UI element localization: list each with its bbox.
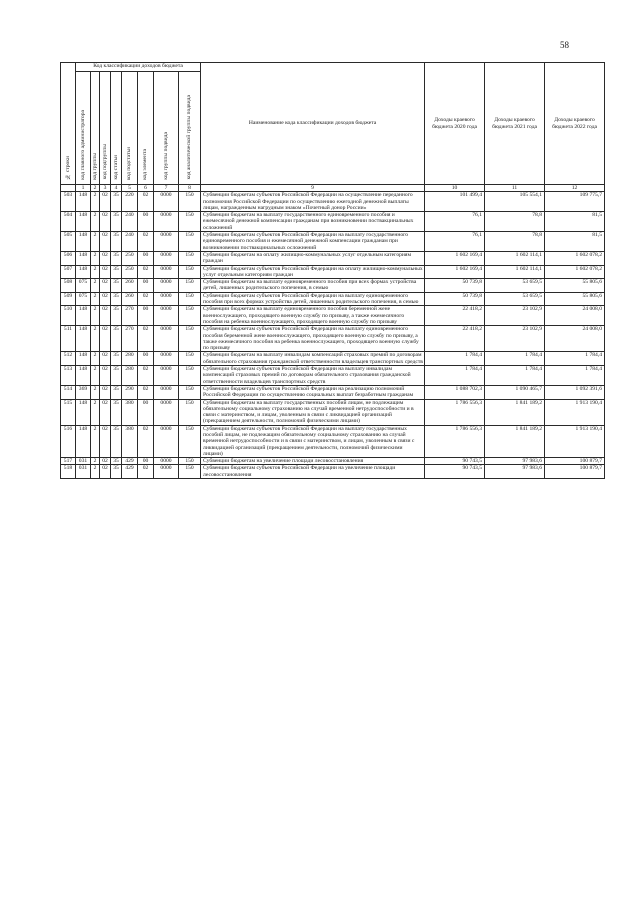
amount-2022: 1 913 190,4 — [545, 425, 605, 457]
revenue-name: Субвенции бюджетам субъектов Российской Федерации на выплату инвалидам компенсаций страховых премий по договорам обязательного страхования гражданской ответственности владельцев транспортных средств — [201, 366, 425, 386]
amount-2021: 1 602 114,1 — [485, 265, 545, 279]
group-code: 2 — [91, 465, 100, 479]
admin-code: 148 — [76, 399, 91, 425]
subtype-group-code: 0000 — [154, 465, 179, 479]
subgroup-code: 02 — [100, 251, 111, 265]
admin-code: 148 — [76, 251, 91, 265]
subtype-group-code: 0000 — [154, 279, 179, 293]
element-code: 00 — [138, 306, 154, 326]
article-code: 35 — [111, 465, 122, 479]
subarticle-code: 380 — [122, 399, 138, 425]
column-number: 12 — [545, 185, 605, 192]
analytic-group-code: 150 — [179, 192, 201, 212]
row-number: 511 — [61, 326, 76, 352]
article-code: 35 — [111, 326, 122, 352]
revenue-name: Субвенции бюджетам субъектов Российской Федерации на выплату единовременного пособия при всех формах устройства детей, лишенных родительского попечения, в семью — [201, 292, 425, 306]
table-row — [61, 292, 605, 306]
amount-2022: 1 092 391,6 — [545, 385, 605, 399]
amount-2022: 1 784,4 — [545, 352, 605, 366]
group-code: 2 — [91, 458, 100, 465]
admin-code: 075 — [76, 279, 91, 293]
admin-code: 148 — [76, 366, 91, 386]
subarticle-code: 429 — [122, 465, 138, 479]
subgroup-code: 02 — [100, 212, 111, 232]
subtype-group-code: 0000 — [154, 352, 179, 366]
column-number: 4 — [111, 185, 122, 192]
header-analytic-group-code: код аналитической группы подвида — [179, 72, 201, 185]
row-number: 505 — [61, 232, 76, 252]
subtype-group-code: 0000 — [154, 292, 179, 306]
group-code: 2 — [91, 212, 100, 232]
subgroup-code: 02 — [100, 366, 111, 386]
admin-code: 369 — [76, 385, 91, 399]
amount-2021: 53 659,5 — [485, 292, 545, 306]
subarticle-code: 240 — [122, 212, 138, 232]
element-code: 00 — [138, 352, 154, 366]
element-code: 02 — [138, 265, 154, 279]
element-code: 00 — [138, 212, 154, 232]
column-number: 6 — [138, 185, 154, 192]
group-code: 2 — [91, 265, 100, 279]
amount-2021: 23 102,9 — [485, 306, 545, 326]
analytic-group-code: 150 — [179, 399, 201, 425]
subtype-group-code: 0000 — [154, 385, 179, 399]
revenue-name: Субвенции бюджетам на оплату жилищно-коммунальных услуг отдельным категориям граждан — [201, 251, 425, 265]
revenue-name: Субвенции бюджетам на выплату инвалидам компенсаций страховых премий по договорам обязательного страхования гражданской ответственности владельцев транспортных средств — [201, 352, 425, 366]
element-code: 02 — [138, 326, 154, 352]
group-code: 2 — [91, 192, 100, 212]
amount-2021: 97 983,6 — [485, 465, 545, 479]
group-code: 2 — [91, 326, 100, 352]
admin-code: 148 — [76, 326, 91, 352]
subarticle-code: 260 — [122, 292, 138, 306]
analytic-group-code: 150 — [179, 366, 201, 386]
table-row — [61, 458, 605, 465]
article-code: 35 — [111, 425, 122, 457]
table-row — [61, 251, 605, 265]
group-code: 2 — [91, 251, 100, 265]
table-row — [61, 465, 605, 479]
table-row — [61, 352, 605, 366]
amount-2021: 1 602 114,1 — [485, 251, 545, 265]
column-number: 1 — [76, 185, 91, 192]
row-number: 518 — [61, 465, 76, 479]
analytic-group-code: 150 — [179, 458, 201, 465]
analytic-group-code: 150 — [179, 425, 201, 457]
amount-2020: 1 786 556,3 — [425, 425, 485, 457]
article-code: 35 — [111, 279, 122, 293]
analytic-group-code: 150 — [179, 279, 201, 293]
amount-2022: 100 879,7 — [545, 458, 605, 465]
group-code: 2 — [91, 425, 100, 457]
subtype-group-code: 0000 — [154, 251, 179, 265]
amount-2020: 1 784,4 — [425, 366, 485, 386]
revenue-name: Субвенции бюджетам субъектов Российской Федерации на выплату единовременного пособия беременной жене военнослужащего, проходящего военную службу по призыву, а также ежемесячного пособия на ребенка военнослужащего, проходящего военную службу по призыву — [201, 326, 425, 352]
row-number: 509 — [61, 292, 76, 306]
header-article-code: код статьи — [111, 72, 122, 185]
article-code: 35 — [111, 265, 122, 279]
column-number: 8 — [179, 185, 201, 192]
subgroup-code: 02 — [100, 465, 111, 479]
group-code: 2 — [91, 385, 100, 399]
row-number: 514 — [61, 385, 76, 399]
article-code: 35 — [111, 399, 122, 425]
column-number: 3 — [100, 185, 111, 192]
amount-2022: 1 913 190,4 — [545, 399, 605, 425]
table-row — [61, 306, 605, 326]
group-code: 2 — [91, 279, 100, 293]
revenue-name: Субвенции бюджетам на выплату единовременного пособия беременной жене военнослужащего, проходящего военную службу по призыву, а также ежемесячного пособия на ребенка военнослужащего, проходящего военную службу по призыву — [201, 306, 425, 326]
column-number: 7 — [154, 185, 179, 192]
subtype-group-code: 0000 — [154, 212, 179, 232]
group-code: 2 — [91, 366, 100, 386]
subarticle-code: 380 — [122, 425, 138, 457]
amount-2022: 24 008,0 — [545, 326, 605, 352]
subgroup-code: 02 — [100, 425, 111, 457]
amount-2020: 22 418,2 — [425, 326, 485, 352]
revenue-name: Субвенции бюджетам на увеличение площади лесовосстановления — [201, 458, 425, 465]
subarticle-code: 270 — [122, 306, 138, 326]
subtype-group-code: 0000 — [154, 232, 179, 252]
revenue-name: Субвенции бюджетам на выплату государственного единовременного пособия и ежемесячной денежной компенсации гражданам при возникновении поствакцинальных осложнений — [201, 212, 425, 232]
subtype-group-code: 0000 — [154, 192, 179, 212]
amount-2022: 55 805,6 — [545, 292, 605, 306]
subgroup-code: 02 — [100, 399, 111, 425]
analytic-group-code: 150 — [179, 326, 201, 352]
column-number: 9 — [201, 185, 425, 192]
group-code: 2 — [91, 306, 100, 326]
element-code: 00 — [138, 279, 154, 293]
subgroup-code: 02 — [100, 326, 111, 352]
header-2022: Доходы краевого бюджета 2022 года — [545, 63, 605, 185]
header-element-code: код элемента — [138, 72, 154, 185]
subgroup-code: 02 — [100, 279, 111, 293]
admin-code: 075 — [76, 292, 91, 306]
table-row — [61, 425, 605, 457]
row-number: 507 — [61, 265, 76, 279]
amount-2022: 1 602 078,2 — [545, 265, 605, 279]
amount-2020: 101 499,4 — [425, 192, 485, 212]
subarticle-code: 429 — [122, 458, 138, 465]
admin-code: 148 — [76, 352, 91, 366]
row-number: 510 — [61, 306, 76, 326]
subgroup-code: 02 — [100, 192, 111, 212]
subtype-group-code: 0000 — [154, 306, 179, 326]
amount-2020: 22 418,2 — [425, 306, 485, 326]
subarticle-code: 280 — [122, 366, 138, 386]
subgroup-code: 02 — [100, 352, 111, 366]
element-code: 02 — [138, 425, 154, 457]
row-number: 508 — [61, 279, 76, 293]
subtype-group-code: 0000 — [154, 265, 179, 279]
subgroup-code: 02 — [100, 265, 111, 279]
element-code: 00 — [138, 251, 154, 265]
subarticle-code: 240 — [122, 232, 138, 252]
table-row — [61, 265, 605, 279]
header-subtype-group-code: код группы подвида — [154, 72, 179, 185]
table-row — [61, 192, 605, 212]
group-code: 2 — [91, 232, 100, 252]
header-2020: Доходы краевого бюджета 2020 года — [425, 63, 485, 185]
amount-2022: 1 784,4 — [545, 366, 605, 386]
element-code: 02 — [138, 292, 154, 306]
row-number: 515 — [61, 399, 76, 425]
amount-2021: 53 659,5 — [485, 279, 545, 293]
analytic-group-code: 150 — [179, 251, 201, 265]
subarticle-code: 220 — [122, 192, 138, 212]
column-number — [61, 185, 76, 192]
analytic-group-code: 150 — [179, 232, 201, 252]
element-code: 02 — [138, 366, 154, 386]
admin-code: 148 — [76, 212, 91, 232]
amount-2020: 1 088 702,3 — [425, 385, 485, 399]
element-code: 02 — [138, 385, 154, 399]
amount-2022: 55 805,6 — [545, 279, 605, 293]
row-number: 517 — [61, 458, 76, 465]
revenue-name: Субвенции бюджетам на выплату единовременного пособия при всех формах устройства детей, лишенных родительского попечения, в семью — [201, 279, 425, 293]
column-number: 11 — [485, 185, 545, 192]
amount-2020: 76,1 — [425, 212, 485, 232]
table-row — [61, 212, 605, 232]
subtype-group-code: 0000 — [154, 399, 179, 425]
article-code: 35 — [111, 366, 122, 386]
header-code-group: Код классификации доходов бюджета — [76, 63, 201, 72]
subgroup-code: 02 — [100, 292, 111, 306]
analytic-group-code: 150 — [179, 385, 201, 399]
column-number: 5 — [122, 185, 138, 192]
row-number: 504 — [61, 212, 76, 232]
page-number: 58 — [560, 40, 569, 50]
amount-2020: 1 786 556,3 — [425, 399, 485, 425]
row-number: 512 — [61, 352, 76, 366]
admin-code: 148 — [76, 192, 91, 212]
element-code: 02 — [138, 465, 154, 479]
amount-2021: 78,8 — [485, 212, 545, 232]
amount-2020: 50 739,8 — [425, 279, 485, 293]
header-name: Наименование кода классификации доходов бюджета — [201, 63, 425, 185]
amount-2021: 105 554,1 — [485, 192, 545, 212]
amount-2022: 1 602 078,2 — [545, 251, 605, 265]
element-code: 00 — [138, 458, 154, 465]
amount-2020: 90 743,5 — [425, 458, 485, 465]
article-code: 35 — [111, 458, 122, 465]
subarticle-code: 290 — [122, 385, 138, 399]
table-row — [61, 366, 605, 386]
header-admin-code: код главного администратора — [76, 72, 91, 185]
revenue-name: Субвенции бюджетам субъектов Российской Федерации на выплату государственных пособий лицам, не подлежащим обязательному социальному страхованию на случай временной нетрудоспособности и в связи с материнством, и лицам, уволенным в связи с ликвидацией организаций (прекращением деятельности, полномочий физическими лицами) — [201, 425, 425, 457]
subarticle-code: 260 — [122, 279, 138, 293]
amount-2021: 1 784,4 — [485, 366, 545, 386]
element-code: 02 — [138, 232, 154, 252]
table-row — [61, 399, 605, 425]
table-header — [61, 63, 605, 192]
subarticle-code: 250 — [122, 265, 138, 279]
analytic-group-code: 150 — [179, 212, 201, 232]
header-2021: Доходы краевого бюджета 2021 года — [485, 63, 545, 185]
amount-2021: 23 102,9 — [485, 326, 545, 352]
article-code: 35 — [111, 192, 122, 212]
subgroup-code: 02 — [100, 306, 111, 326]
analytic-group-code: 150 — [179, 265, 201, 279]
analytic-group-code: 150 — [179, 465, 201, 479]
subarticle-code: 250 — [122, 251, 138, 265]
admin-code: 031 — [76, 458, 91, 465]
column-number: 2 — [91, 185, 100, 192]
analytic-group-code: 150 — [179, 292, 201, 306]
analytic-group-code: 150 — [179, 352, 201, 366]
admin-code: 148 — [76, 232, 91, 252]
admin-code: 148 — [76, 306, 91, 326]
table-row — [61, 326, 605, 352]
amount-2020: 50 739,8 — [425, 292, 485, 306]
header-subgroup-code: код подгруппы — [100, 72, 111, 185]
subarticle-code: 270 — [122, 326, 138, 352]
amount-2021: 78,8 — [485, 232, 545, 252]
column-number: 10 — [425, 185, 485, 192]
row-number: 513 — [61, 366, 76, 386]
subtype-group-code: 0000 — [154, 425, 179, 457]
header-subarticle-code: код подстатьи — [122, 72, 138, 185]
table-row — [61, 385, 605, 399]
revenue-name: Субвенции бюджетам субъектов Российской Федерации на выплату государственного единовременного пособия и ежемесячной денежной компенсации гражданам при возникновении поствакцинальных осложнений — [201, 232, 425, 252]
amount-2021: 1 090 465,7 — [485, 385, 545, 399]
amount-2020: 1 602 169,4 — [425, 251, 485, 265]
amount-2022: 109 775,7 — [545, 192, 605, 212]
article-code: 35 — [111, 251, 122, 265]
amount-2022: 81,5 — [545, 212, 605, 232]
group-code: 2 — [91, 399, 100, 425]
analytic-group-code: 150 — [179, 306, 201, 326]
revenue-name: Субвенции бюджетам субъектов Российской Федерации на осуществление переданного полномочия Российской Федерации по осуществлению ежегодной денежной выплаты лицам, награжденным нагрудным знаком «Почетный донор России» — [201, 192, 425, 212]
row-number: 503 — [61, 192, 76, 212]
subtype-group-code: 0000 — [154, 458, 179, 465]
amount-2021: 1 841 189,2 — [485, 425, 545, 457]
header-group-code: код группы — [91, 72, 100, 185]
article-code: 35 — [111, 212, 122, 232]
revenue-name: Субвенции бюджетам субъектов Российской Федерации на реализацию полномочий Российской Федерации по осуществлению социальных выплат безработным гражданам — [201, 385, 425, 399]
amount-2022: 24 008,0 — [545, 306, 605, 326]
revenue-name: Субвенции бюджетам на выплату государственных пособий лицам, не подлежащим обязательному социальному страхованию на случай временной нетрудоспособности и в связи с материнством, и лицам, уволенным в связи с ликвидацией организаций (прекращением деятельности, полномочий физическими лицами) — [201, 399, 425, 425]
subtype-group-code: 0000 — [154, 326, 179, 352]
admin-code: 148 — [76, 425, 91, 457]
element-code: 02 — [138, 192, 154, 212]
subarticle-code: 280 — [122, 352, 138, 366]
revenue-table — [60, 62, 605, 479]
subgroup-code: 02 — [100, 458, 111, 465]
column-number-row — [61, 185, 605, 192]
amount-2021: 97 983,6 — [485, 458, 545, 465]
element-code: 00 — [138, 399, 154, 425]
table-row — [61, 279, 605, 293]
group-code: 2 — [91, 292, 100, 306]
group-code: 2 — [91, 352, 100, 366]
article-code: 35 — [111, 232, 122, 252]
amount-2022: 100 879,7 — [545, 465, 605, 479]
amount-2022: 81,5 — [545, 232, 605, 252]
amount-2020: 90 743,5 — [425, 465, 485, 479]
article-code: 35 — [111, 385, 122, 399]
amount-2020: 1 602 169,4 — [425, 265, 485, 279]
amount-2020: 1 784,4 — [425, 352, 485, 366]
subtype-group-code: 0000 — [154, 366, 179, 386]
row-number: 506 — [61, 251, 76, 265]
admin-code: 148 — [76, 265, 91, 279]
table-body — [61, 192, 605, 479]
article-code: 35 — [111, 352, 122, 366]
row-number: 516 — [61, 425, 76, 457]
subgroup-code: 02 — [100, 385, 111, 399]
table-row — [61, 232, 605, 252]
article-code: 35 — [111, 306, 122, 326]
header-row-number: № строки — [61, 63, 76, 185]
amount-2021: 1 841 189,2 — [485, 399, 545, 425]
revenue-name: Субвенции бюджетам субъектов Российской Федерации на оплату жилищно-коммунальных услуг отдельным категориям граждан — [201, 265, 425, 279]
article-code: 35 — [111, 292, 122, 306]
admin-code: 031 — [76, 465, 91, 479]
revenue-name: Субвенции бюджетам субъектов Российской Федерации на увеличение площади лесовосстановления — [201, 465, 425, 479]
subgroup-code: 02 — [100, 232, 111, 252]
amount-2020: 76,1 — [425, 232, 485, 252]
amount-2021: 1 784,4 — [485, 352, 545, 366]
